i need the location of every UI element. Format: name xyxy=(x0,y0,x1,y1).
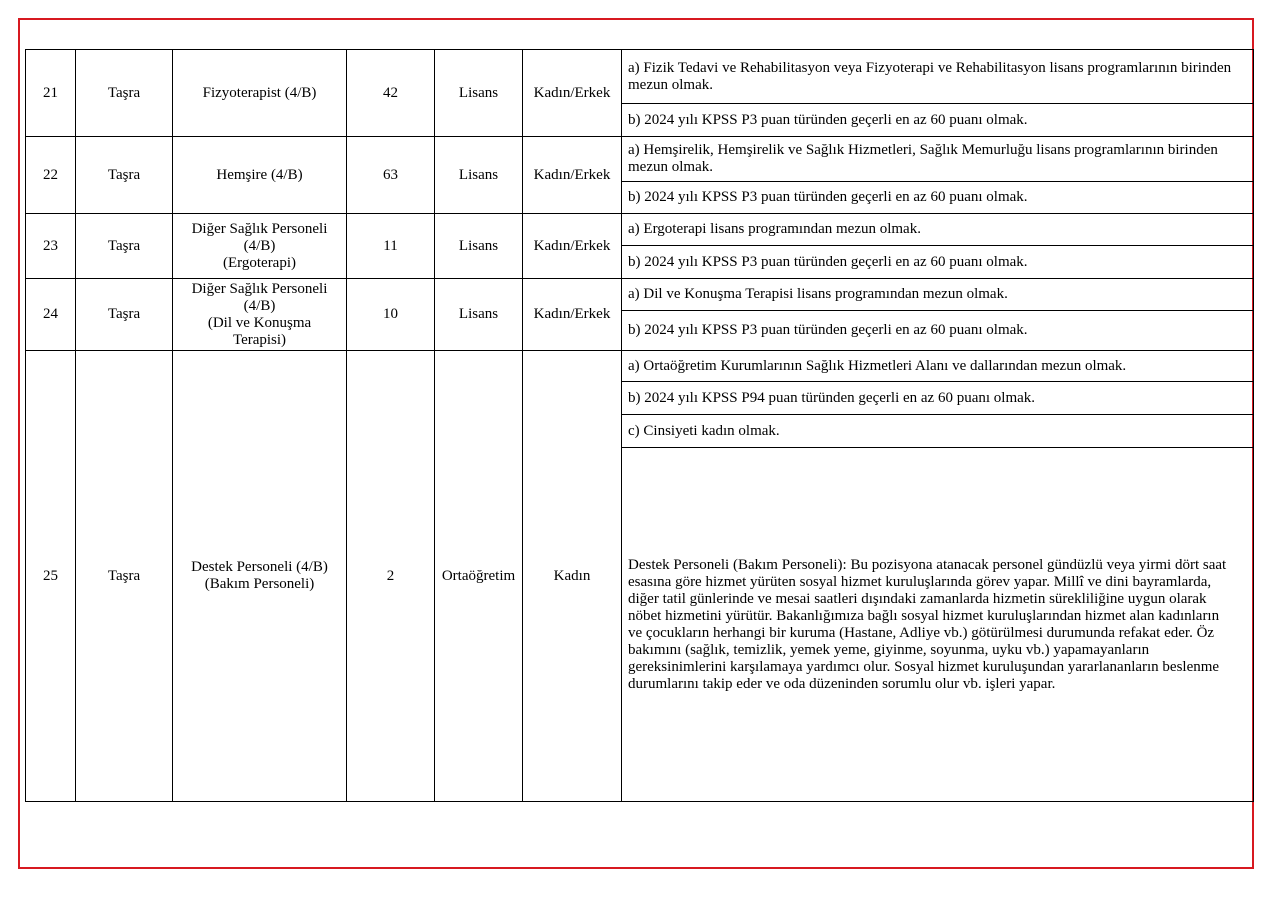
position-title xyxy=(173,279,347,351)
location-cell: Taşra xyxy=(76,279,173,351)
location-cell: Taşra xyxy=(76,137,173,214)
education-cell: Lisans xyxy=(435,137,523,214)
gender-cell: Kadın/Erkek xyxy=(523,279,622,351)
row-number: 25 xyxy=(26,351,76,802)
gender-cell: Kadın/Erkek xyxy=(523,50,622,137)
position-title-line: Destek Personeli (4/B) xyxy=(191,559,328,575)
position-title: Fizyoterapist (4/B) xyxy=(173,50,347,137)
row-number: 23 xyxy=(26,214,76,279)
position-title xyxy=(173,214,347,279)
requirement-cell: c) Cinsiyeti kadın olmak. xyxy=(622,415,1254,448)
quota-cell: 63 xyxy=(347,137,435,214)
row-number: 24 xyxy=(26,279,76,351)
job-description: Destek Personeli (Bakım Personeli): Bu pozisyona atanacak personel gündüzlü veya yirmi dört saat esasına göre hizmet yürüten sosyal hizmet kuruluşlarında görev yapar. Millî ve dini bayramlarda, diğer tatil günlerinde ve mesai saatleri dışındaki zamanlarda hizmetin sürekliliğine uygun olarak nöbet hizmetini yürütür. Bakanlığımıza bağlı sosyal hizmet kuruluşlarından hizmet alan kadınların ve çocukların herhangi bir kuruma (Hastane, Adliye vb.) götürülmesi durumunda refakat eder. Öz bakımını (sağlık, temizlik, yemek yeme, giyinme, soyunma, uyku vb.) yapamayanların gereksinimlerini karşılamaya yardımcı olur. Sosyal hizmet kuruluşundan yararlananların beslenme durumlarını takip eder ve oda düzeninden sorumlu olur vb. işleri yapar. xyxy=(622,448,1254,802)
gender-cell: Kadın/Erkek xyxy=(523,214,622,279)
quota-cell: 42 xyxy=(347,50,435,137)
gender-cell: Kadın/Erkek xyxy=(523,137,622,214)
position-title-line: (Bakım Personeli) xyxy=(204,576,315,592)
requirement-cell: a) Dil ve Konuşma Terapisi lisans programından mezun olmak. xyxy=(622,279,1254,311)
position-title-line: (Ergoterapi) xyxy=(222,254,297,271)
quota-cell: 2 xyxy=(347,351,435,802)
position-title-line: (Dil ve Konuşma xyxy=(207,314,312,331)
requirement-cell: b) 2024 yılı KPSS P3 puan türünden geçerli en az 60 puanı olmak. xyxy=(622,182,1254,214)
table-row xyxy=(26,279,1254,311)
table-row xyxy=(26,214,1254,246)
row-number: 22 xyxy=(26,137,76,214)
education-cell: Lisans xyxy=(435,279,523,351)
education-cell: Ortaöğretim xyxy=(435,351,523,802)
position-title-line: (4/B) xyxy=(243,297,276,314)
position-title-line: Diğer Sağlık Personeli xyxy=(191,220,328,237)
location-cell: Taşra xyxy=(76,50,173,137)
row-number: 21 xyxy=(26,50,76,137)
position-title-line: (4/B) xyxy=(243,237,276,254)
table-row xyxy=(26,351,1254,382)
table-row xyxy=(26,137,1254,182)
requirement-cell: a) Ortaöğretim Kurumlarının Sağlık Hizmetleri Alanı ve dallarından mezun olmak. xyxy=(622,351,1254,382)
position-title: Hemşire (4/B) xyxy=(173,137,347,214)
requirement-cell: b) 2024 yılı KPSS P3 puan türünden geçerli en az 60 puanı olmak. xyxy=(622,246,1254,279)
position-title-line: Terapisi) xyxy=(232,331,287,348)
position-title-line: Diğer Sağlık Personeli xyxy=(191,280,328,297)
education-cell: Lisans xyxy=(435,214,523,279)
location-cell: Taşra xyxy=(76,214,173,279)
location-cell: Taşra xyxy=(76,351,173,802)
requirement-cell: b) 2024 yılı KPSS P3 puan türünden geçerli en az 60 puanı olmak. xyxy=(622,311,1254,351)
quota-cell: 10 xyxy=(347,279,435,351)
quota-cell: 11 xyxy=(347,214,435,279)
requirement-cell: a) Fizik Tedavi ve Rehabilitasyon veya Fizyoterapi ve Rehabilitasyon lisans programlarının birinden mezun olmak. xyxy=(622,50,1254,104)
requirement-cell: b) 2024 yılı KPSS P3 puan türünden geçerli en az 60 puanı olmak. xyxy=(622,104,1254,137)
requirement-cell: a) Ergoterapi lisans programından mezun olmak. xyxy=(622,214,1254,246)
positions-table xyxy=(25,49,1254,802)
education-cell: Lisans xyxy=(435,50,523,137)
position-title xyxy=(173,351,347,802)
table-row xyxy=(26,50,1254,104)
requirement-cell: b) 2024 yılı KPSS P94 puan türünden geçerli en az 60 puanı olmak. xyxy=(622,382,1254,415)
requirement-cell: a) Hemşirelik, Hemşirelik ve Sağlık Hizmetleri, Sağlık Memurluğu lisans programlarının birinden mezun olmak. xyxy=(622,137,1254,182)
gender-cell: Kadın xyxy=(523,351,622,802)
